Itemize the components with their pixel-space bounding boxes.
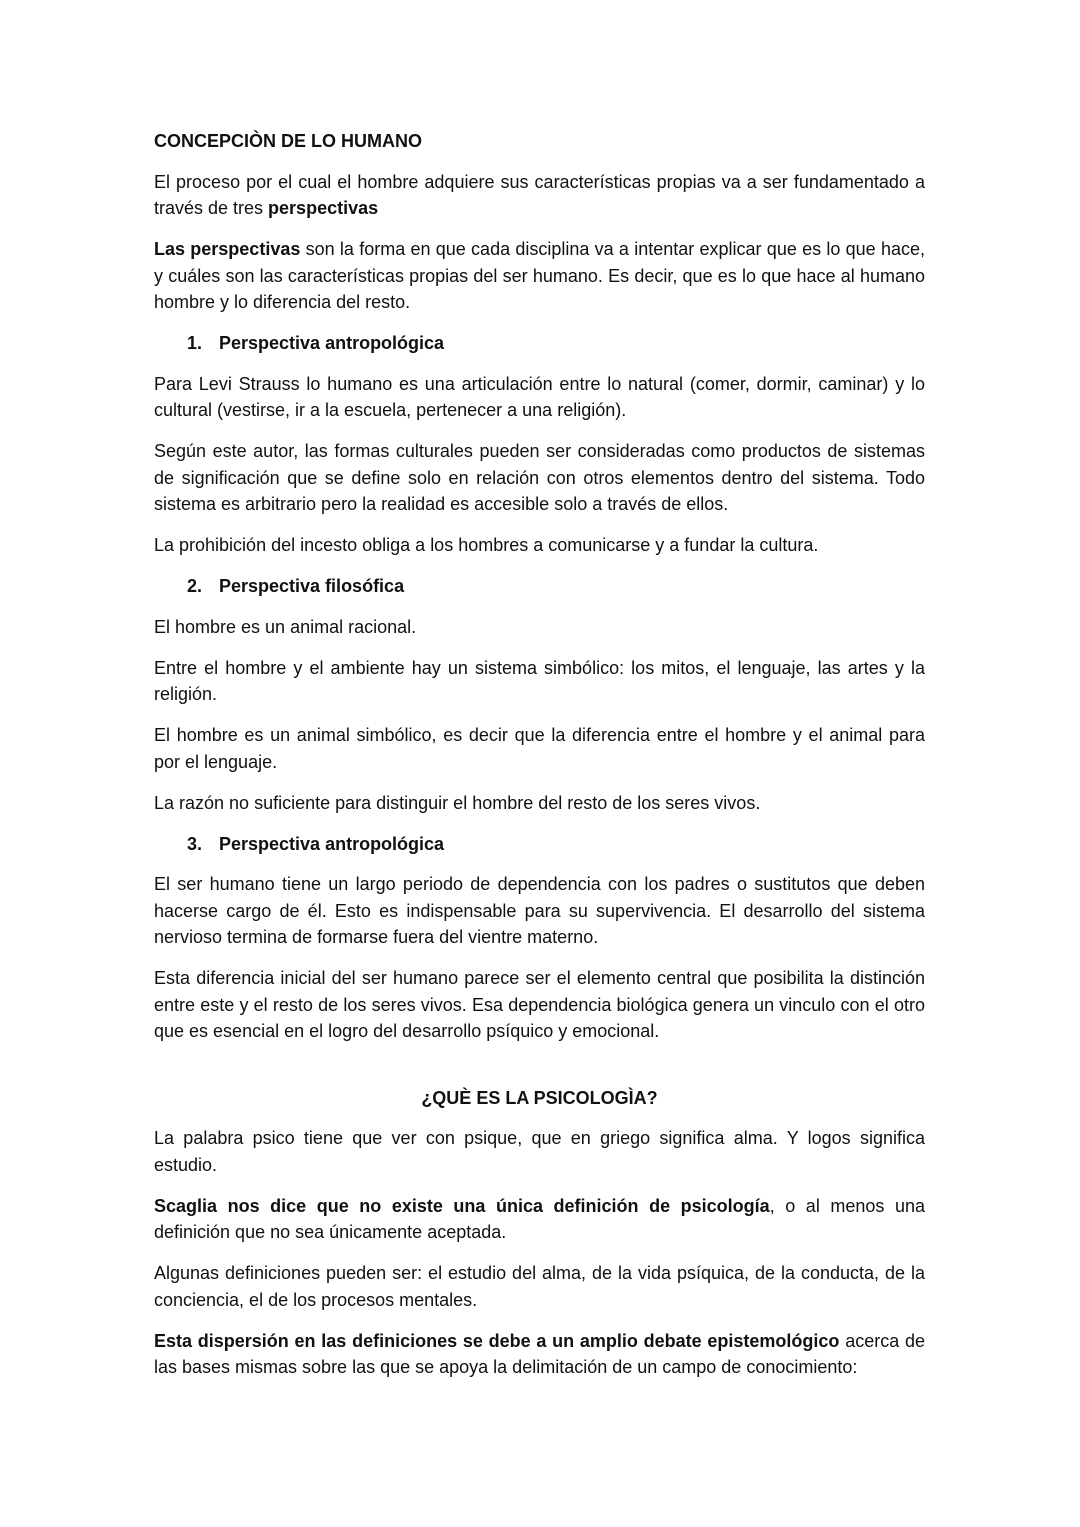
paragraph: La prohibición del incesto obliga a los hombres a comunicarse y a fundar la cultura. — [154, 535, 819, 555]
list-number: 3. — [187, 833, 203, 854]
paragraph: El hombre es un animal racional. — [154, 616, 417, 637]
list-number: 2. — [187, 576, 203, 596]
paragraph: El hombre es un animal simbólico, es decir que la diferencia entre el hombre y el animal para por el lenguaje. — [154, 725, 925, 772]
paragraph: La palabra psico tiene que ver con psique, que en griego significa alma. Y logos significa estudio. — [154, 1128, 925, 1175]
bold-text: Scaglia nos dice que no existe una única definición de psicología — [154, 1195, 770, 1216]
paragraph-text: son la forma en que cada disciplina va a intentar explicar que es lo que hace, y cuáles son las características propias del ser humano. Es decir, que es lo que hace al humano hombre y lo diferencia del resto. — [154, 239, 925, 312]
subheading-label: Perspectiva antropológica — [219, 833, 445, 854]
bold-text: perspectivas — [268, 198, 379, 218]
paragraph: La razón no suficiente para distinguir el hombre del resto de los seres vivos. — [154, 792, 761, 813]
paragraph: Esta diferencia inicial del ser humano parece ser el elemento central que posibilita la distinción entre este y el resto de los seres vivos. Esa dependencia biológica genera un vinculo con el otro que es esencial en el logro del desarrollo psíquico y emocional. — [154, 968, 925, 1041]
subheading — [154, 831, 925, 858]
section-title-centered: ¿QUÈ ES LA PSICOLOGÌA? — [421, 1087, 658, 1108]
paragraph: Para Levi Strauss lo humano es una articulación entre lo natural (comer, dormir, caminar) y lo cultural (vestirse, ir a la escuela, pertenecer a una religión). — [154, 373, 925, 420]
section-title: CONCEPCIÒN DE LO HUMANO — [154, 131, 423, 151]
paragraph-text: El proceso por el cual el hombre adquiere sus características propias va a ser fundamentado a través de tres — [154, 171, 925, 218]
subheading — [154, 330, 925, 357]
subheading — [154, 573, 925, 600]
paragraph — [154, 236, 925, 316]
paragraph-text: acerca de las bases mismas sobre las que se apoya la delimitación de un campo de conocimiento: — [154, 1330, 925, 1377]
paragraph: Según este autor, las formas culturales pueden ser consideradas como productos de sistemas de significación que se define solo en relación con otros elementos dentro del sistema. Todo sistema es arbitrario pero la realidad es accesible solo a través de ellos. — [154, 441, 925, 514]
paragraph-text: , o al menos una definición que no sea únicamente aceptada. — [154, 1195, 925, 1242]
paragraph — [154, 1328, 925, 1381]
paragraph — [154, 1193, 925, 1246]
document-body — [154, 128, 925, 1395]
paragraph: Entre el hombre y el ambiente hay un sistema simbólico: los mitos, el lenguaje, las artes y la religión. — [154, 657, 925, 704]
paragraph — [154, 169, 925, 222]
bold-text: Las perspectivas — [154, 239, 301, 259]
subheading-label: Perspectiva antropológica — [219, 333, 445, 353]
subheading-label: Perspectiva filosófica — [219, 576, 405, 596]
paragraph: Algunas definiciones pueden ser: el estudio del alma, de la vida psíquica, de la conducta, de la conciencia, el de los procesos mentales. — [154, 1263, 925, 1310]
list-number: 1. — [187, 333, 203, 353]
paragraph: El ser humano tiene un largo periodo de dependencia con los padres o sustitutos que deben hacerse cargo de él. Esto es indispensable para su supervivencia. El desarrollo del sistema nervioso termina de formarse fuera del vientre materno. — [154, 874, 925, 947]
bold-text: Esta dispersión en las definiciones se debe a un amplio debate epistemológico — [154, 1330, 840, 1351]
